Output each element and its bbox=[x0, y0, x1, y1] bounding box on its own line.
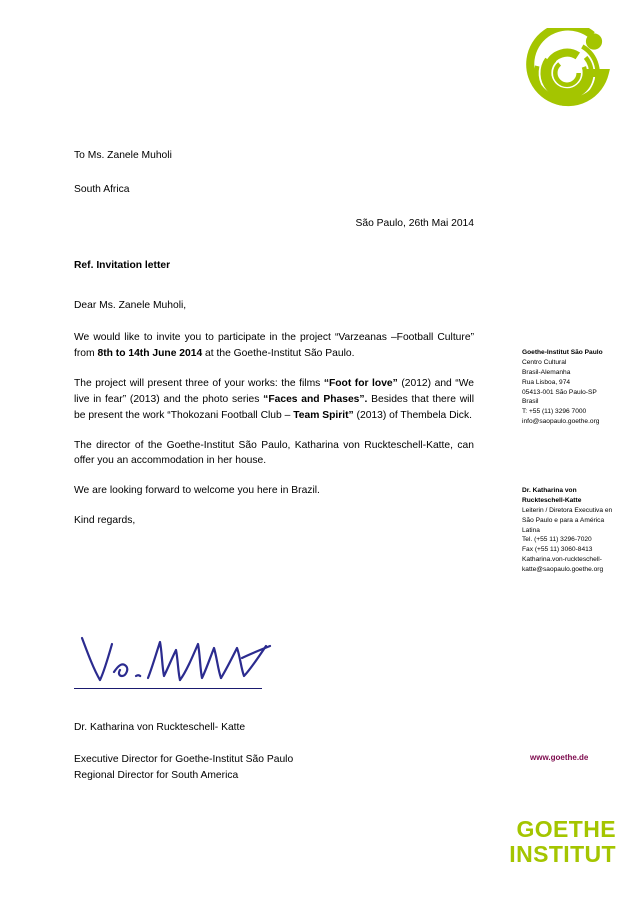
recipient-country: South Africa bbox=[74, 183, 130, 195]
person-line-1: Leiterin / Diretora Executiva en bbox=[522, 506, 613, 514]
institute-line-3: Rua Lisboa, 974 bbox=[522, 378, 571, 386]
institute-line-4: 05413-001 São Paulo-SP bbox=[522, 388, 597, 396]
signer-role-1: Executive Director for Goethe-Institut São Paulo bbox=[74, 753, 294, 765]
person-line-3: Latina bbox=[522, 526, 540, 534]
paragraph-invitation bbox=[74, 330, 474, 362]
institute-line-1: Centro Cultural bbox=[522, 358, 567, 366]
p2-series-title: “Faces and Phases”. bbox=[263, 393, 368, 405]
person-fax: Fax (+55 11) 3060-8413 bbox=[522, 546, 593, 554]
paragraph-accommodation: The director of the Goethe-Institut São Paulo, Katharina von Ruckteschell-Katte, can offer you an accommodation in her house. bbox=[74, 439, 474, 467]
place-date: São Paulo, 26th Mai 2014 bbox=[355, 217, 474, 229]
p2-work-title: Team Spirit” bbox=[293, 409, 354, 421]
p2-part-a: The project will present three of your works: the films bbox=[74, 377, 324, 389]
logo-dot-icon bbox=[586, 33, 602, 49]
wordmark-line-2: INSTITUT bbox=[509, 841, 616, 868]
signoff-block bbox=[74, 720, 474, 784]
paragraph-works bbox=[74, 376, 474, 424]
institute-email[interactable]: info@saopaulo.goethe.org bbox=[522, 418, 600, 426]
p1-dates: 8th to 14th June 2014 bbox=[97, 347, 203, 359]
website-link[interactable]: www.goethe.de bbox=[530, 753, 589, 762]
person-heading-line-1: Dr. Katharina von bbox=[522, 487, 577, 494]
p2-part-c: (2012) and “We live in fear” (2013) and the photo series bbox=[74, 377, 474, 405]
person-email-line-1[interactable]: Katharina.von-ruckteschell- bbox=[522, 556, 602, 564]
institute-line-5: Brasil bbox=[522, 398, 539, 406]
reference-line: Ref. Invitation letter bbox=[74, 259, 171, 271]
paragraph-welcome: We are looking forward to welcome you here in Brazil. bbox=[74, 485, 320, 497]
institute-phone: T: +55 (11) 3296 7000 bbox=[522, 408, 587, 416]
person-heading-line-2: Ruckteschell-Katte bbox=[522, 496, 582, 504]
person-line-2: São Paulo e para a América bbox=[522, 516, 605, 524]
handwritten-signature bbox=[74, 628, 294, 688]
institute-contact-block bbox=[522, 348, 622, 427]
person-contact-block bbox=[522, 486, 622, 575]
person-phone: Tel. (+55 11) 3296-7020 bbox=[522, 536, 592, 544]
goethe-institut-spiral-logo-icon bbox=[522, 28, 612, 118]
p2-film-title: “Foot for love” bbox=[323, 377, 398, 389]
p1-part-a: We would like to invite you to participate in the project “Varzeanas –Football Culture” from bbox=[74, 331, 474, 359]
signature-rule bbox=[74, 688, 262, 689]
paragraph-regards: Kind regards, bbox=[74, 515, 136, 527]
recipient-name: To Ms. Zanele Muholi bbox=[74, 150, 172, 161]
letter-body bbox=[74, 148, 474, 543]
p2-part-e: Besides that there will be present the work “Thokozani Football Club – bbox=[74, 393, 474, 421]
institute-heading: Goethe-Institut São Paulo bbox=[522, 349, 603, 356]
wordmark-line-1: GOETHE bbox=[516, 816, 616, 843]
signer-name: Dr. Katharina von Ruckteschell- Katte bbox=[74, 722, 246, 733]
person-email-line-2[interactable]: katte@saopaulo.goethe.org bbox=[522, 566, 604, 574]
p2-part-g: (2013) of Thembela Dick. bbox=[353, 409, 472, 421]
goethe-institut-wordmark bbox=[509, 817, 616, 867]
signer-role-2: Regional Director for South America bbox=[74, 769, 239, 781]
p1-part-c: at the Goethe-Institut São Paulo. bbox=[202, 347, 355, 359]
salutation: Dear Ms. Zanele Muholi, bbox=[74, 299, 187, 311]
institute-line-2: Brasil-Alemanha bbox=[522, 368, 571, 376]
